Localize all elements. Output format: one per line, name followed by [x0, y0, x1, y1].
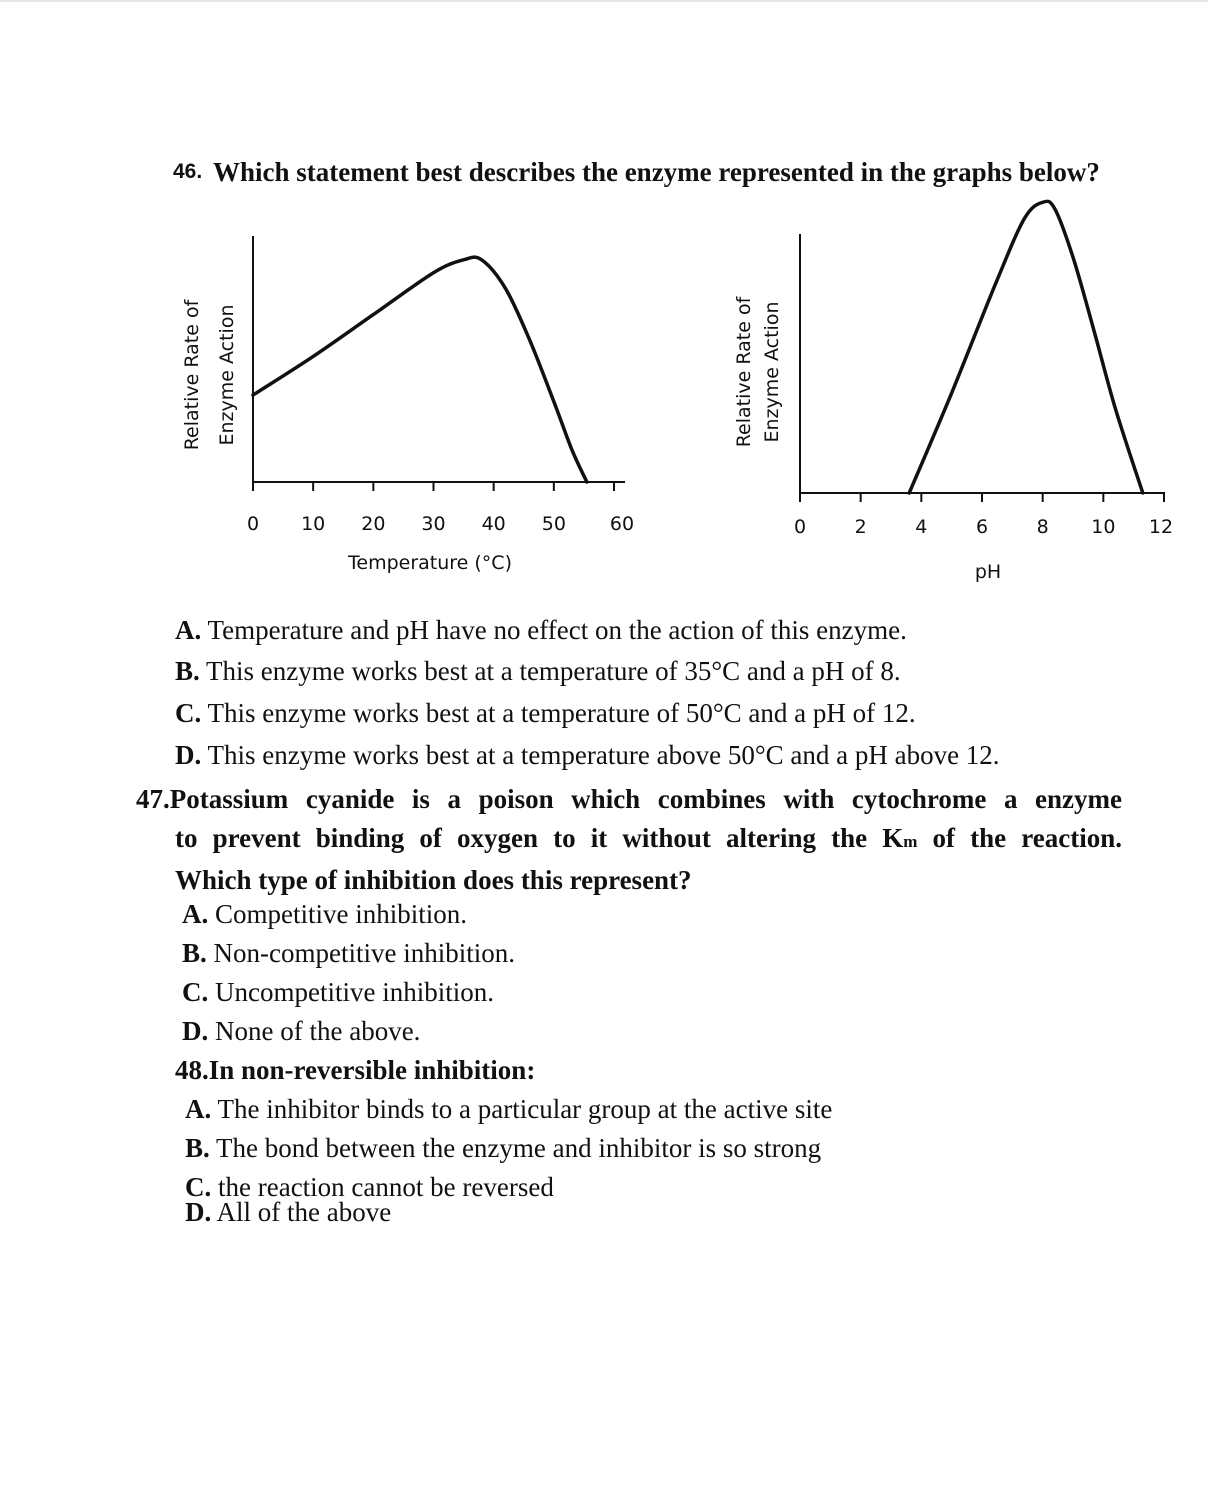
- question-47-line3: Which type of inhibition does this represent?: [175, 865, 692, 895]
- temp-x-axis-title: Temperature (°C): [348, 552, 512, 574]
- q48-option-c-text: the reaction cannot be reversed: [218, 1172, 554, 1202]
- q46-option-c-text: This enzyme works best at a temperature of 50°C and a pH of 12.: [207, 698, 916, 728]
- ph-y-axis-title-line2: Enzyme Action: [761, 301, 783, 443]
- q47-option-c-text: Uncompetitive inhibition.: [215, 977, 494, 1007]
- ph-y-axis-title-line1: Relative Rate of: [733, 296, 755, 448]
- temp-x-tick-label: 40: [481, 513, 506, 535]
- q47-option-a-letter: A.: [182, 899, 209, 929]
- q46-option-a-text: Temperature and pH have no effect on the action of this enzyme.: [207, 615, 907, 645]
- question-46-number: 46.: [173, 160, 203, 183]
- ph-x-axis-title: pH: [974, 561, 1002, 583]
- q46-option-a-letter: A.: [175, 615, 202, 645]
- q48-option-d-letter: D.: [185, 1197, 212, 1227]
- q46-option-c-letter: C.: [175, 698, 202, 728]
- q46-option-b-letter: B.: [175, 656, 200, 686]
- ph-chart: [733, 201, 1173, 583]
- temp-x-tick-label: 30: [421, 513, 446, 535]
- ph-curve: [909, 201, 1143, 493]
- temp-y-axis-title-line2: Enzyme Action: [216, 304, 238, 446]
- question-47-line2-a: to prevent binding of oxygen to it without altering the K: [175, 823, 904, 853]
- q46-option-b: [175, 656, 901, 687]
- q48-option-c-letter: C.: [185, 1172, 212, 1202]
- question-47-line2: [175, 819, 1122, 861]
- q47-option-d-text: None of the above.: [215, 1016, 421, 1046]
- question-48-text: In non-reversible inhibition:: [208, 1055, 536, 1085]
- temp-x-tick-label: 50: [541, 513, 566, 535]
- question-46-text: Which statement best describes the enzyme represented in the graphs below?: [213, 157, 1100, 187]
- q46-option-b-text: This enzyme works best at a temperature of 35°C and a pH of 8.: [206, 656, 901, 686]
- ph-x-tick-label: 6: [975, 516, 989, 538]
- q46-option-a: [175, 615, 907, 646]
- temp-y-axis-title-line1: Relative Rate of: [181, 299, 203, 451]
- ph-x-tick-label: 8: [1036, 516, 1049, 538]
- question-47-line2-b: of the reaction.: [917, 823, 1122, 853]
- q47-option-d-letter: D.: [182, 1016, 209, 1046]
- temp-x-tick-label: 10: [301, 513, 326, 535]
- q48-option-b-text: The bond between the enzyme and inhibitor is so strong: [216, 1133, 822, 1163]
- q46-option-d-letter: D.: [175, 740, 202, 770]
- question-47-line1-text: Potassium cyanide is a poison which combines with cytochrome a enzyme: [169, 784, 1122, 814]
- q48-option-a-letter: A.: [185, 1094, 212, 1124]
- q46-option-d: [175, 740, 1000, 771]
- q47-option-b-letter: B.: [182, 938, 207, 968]
- q48-option-a: [185, 1094, 832, 1125]
- q48-option-b: [185, 1133, 821, 1164]
- ph-x-tick-label: 10: [1091, 516, 1116, 538]
- q48-option-b-letter: B.: [185, 1133, 210, 1163]
- ph-x-tick-label: 4: [915, 516, 928, 538]
- q48-option-d: [185, 1197, 391, 1228]
- q47-option-c: [182, 977, 494, 1008]
- ph-x-tick-label: 2: [854, 516, 867, 538]
- question-48: [175, 1055, 535, 1086]
- q47-option-a: [182, 899, 467, 930]
- q47-option-d: [182, 1016, 420, 1047]
- question-48-number: 48.: [175, 1055, 209, 1085]
- temperature-chart: [181, 236, 634, 574]
- q47-option-b: [182, 938, 515, 969]
- q48-option-a-text: The inhibitor binds to a particular group at the active site: [217, 1094, 833, 1124]
- question-47-number: 47.: [136, 784, 170, 814]
- temp-curve: [253, 257, 587, 482]
- ph-x-tick-label: 0: [793, 516, 807, 538]
- q48-option-d-text: All of the above: [216, 1197, 392, 1227]
- temp-x-tick-label: 60: [609, 513, 635, 535]
- temp-x-tick-label: 20: [361, 513, 386, 535]
- q47-option-b-text: Non-competitive inhibition.: [213, 938, 515, 968]
- q47-option-a-text: Competitive inhibition.: [215, 899, 467, 929]
- q46-option-d-text: This enzyme works best at a temperature above 50°C and a pH above 12.: [207, 740, 1000, 770]
- question-47: [136, 780, 1122, 900]
- temp-x-tick-label: 0: [246, 513, 260, 535]
- km-subscript: m: [903, 832, 918, 851]
- ph-x-tick-label: 12: [1148, 516, 1174, 538]
- q47-option-c-letter: C.: [182, 977, 209, 1007]
- enzyme-graphs: [0, 0, 1208, 600]
- q46-option-c: [175, 698, 916, 729]
- question-47-line1: [136, 780, 1122, 819]
